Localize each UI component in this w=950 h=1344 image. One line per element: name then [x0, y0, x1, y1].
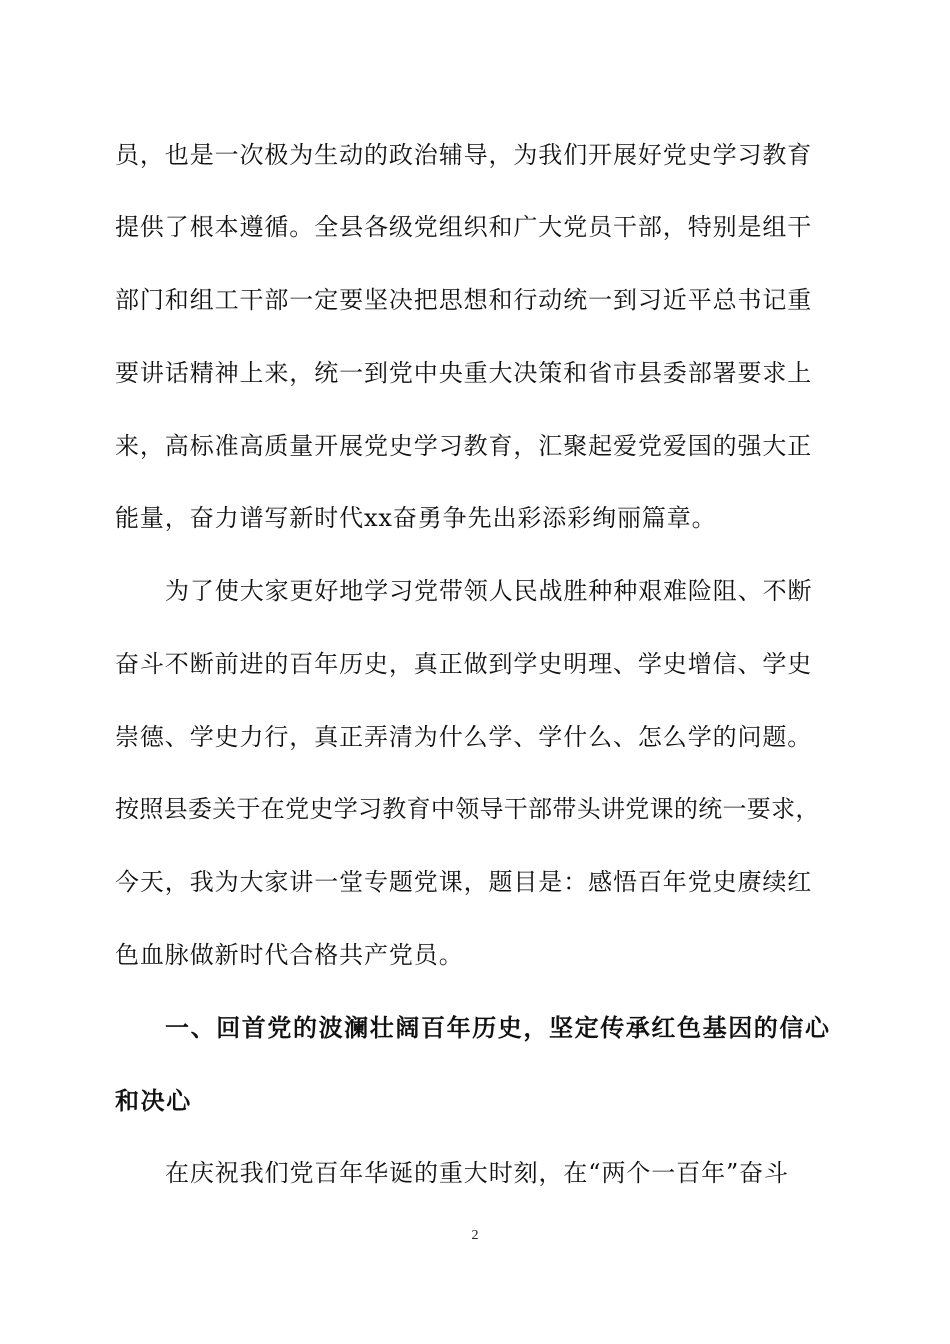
body-text-line: 色血脉做新时代合格共产党员。	[115, 941, 464, 969]
paragraph-first-line: 为了使大家更好地学习党带领人民战胜种种艰难险阻、不断	[165, 577, 813, 605]
body-text-line: 按照县委关于在党史学习教育中领导干部带头讲党课的统一要求，	[115, 795, 820, 823]
page-number: 2	[471, 1228, 479, 1243]
body-text-line: 今天，我为大家讲一堂专题党课，题目是：感悟百年党史赓续红	[115, 868, 813, 896]
section-heading-continued: 和决心	[115, 1087, 192, 1115]
body-text-line: 要讲话精神上来，统一到党中央重大决策和省市县委部署要求上	[115, 359, 813, 387]
paragraph-first-line: 在庆祝我们党百年华诞的重大时刻，在“两个一百年”奋斗	[165, 1159, 789, 1187]
body-text-line: 崇德、学史力行，真正弄清为什么学、学什么、怎么学的问题。	[115, 723, 813, 751]
body-text-line: 员，也是一次极为生动的政治辅导，为我们开展好党史学习教育	[115, 141, 813, 169]
body-text-line: 提供了根本遵循。全县各级党组织和广大党员干部，特别是组干	[115, 213, 813, 241]
body-text-line: 部门和组工干部一定要坚决把思想和行动统一到习近平总书记重	[115, 286, 813, 314]
body-text-line: 奋斗不断前进的百年历史，真正做到学史明理、学史增信、学史	[115, 650, 813, 678]
body-text-line: 来，高标准高质量开展党史学习教育，汇聚起爱党爱国的强大正	[115, 432, 813, 460]
section-heading: 一、回首党的波澜壮阔百年历史，坚定传承红色基因的信心	[165, 1014, 831, 1042]
body-text-line: 能量，奋力谱写新时代xx奋勇争先出彩添彩绚丽篇章。	[115, 504, 717, 532]
